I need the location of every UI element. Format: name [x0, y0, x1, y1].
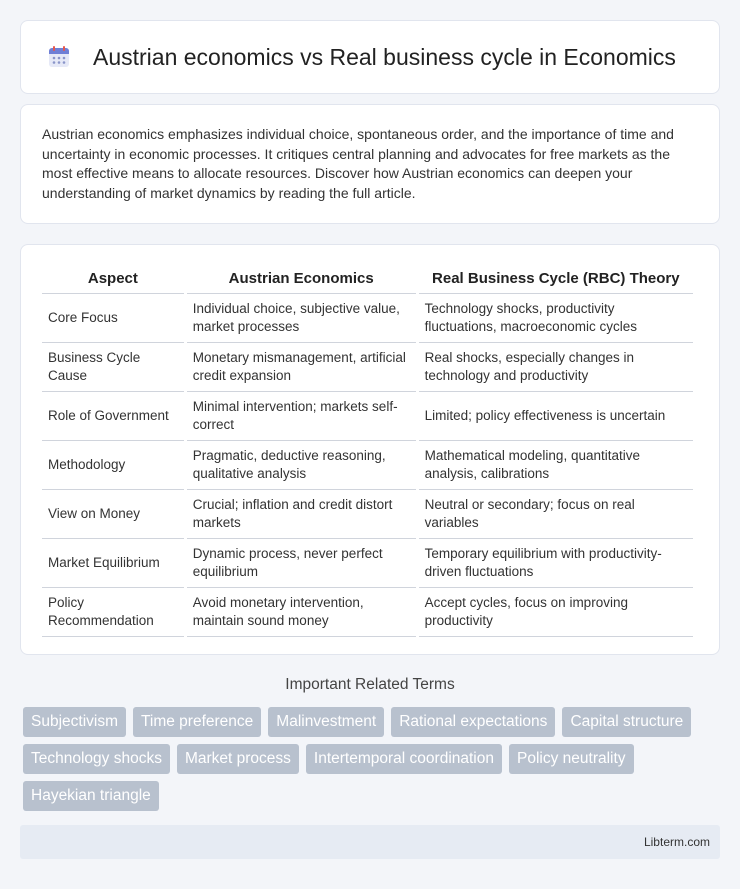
table-header-row [42, 263, 693, 294]
table-cell: Individual choice, subjective value, market processes [187, 294, 416, 343]
table-cell: Avoid monetary intervention, maintain sound money [187, 588, 416, 637]
table-cell: Dynamic process, never perfect equilibrium [187, 539, 416, 588]
table-row [42, 343, 693, 392]
table-cell: Limited; policy effectiveness is uncertain [419, 392, 693, 441]
related-terms-title: Important Related Terms [285, 676, 455, 693]
comparison-table-card [20, 244, 720, 655]
table-cell: Market Equilibrium [42, 539, 184, 588]
table-cell: Business Cycle Cause [42, 343, 184, 392]
table-cell: Technology shocks, productivity fluctuations, macroeconomic cycles [419, 294, 693, 343]
table-cell: Real shocks, especially changes in technology and productivity [419, 343, 693, 392]
related-term-tag[interactable]: Malinvestment [268, 707, 384, 737]
table-cell: Monetary mismanagement, artificial credit expansion [187, 343, 416, 392]
table-header: Real Business Cycle (RBC) Theory [419, 263, 693, 294]
table-cell: Neutral or secondary; focus on real variables [419, 490, 693, 539]
header-card [20, 20, 720, 94]
table-cell: Accept cycles, focus on improving productivity [419, 588, 693, 637]
intro-card [20, 104, 720, 224]
intro-text: Austrian economics emphasizes individual choice, spontaneous order, and the importance of time and uncertainty in economic processes. It critiques central planning and advocates for free markets as the most effective means to allocate resources. Discover how Austrian economics can deepen your understanding of market dynamics by reading the full article. [42, 126, 674, 201]
related-term-tag[interactable]: Hayekian triangle [23, 781, 159, 811]
table-cell: Temporary equilibrium with productivity-driven fluctuations [419, 539, 693, 588]
footer [20, 825, 720, 859]
table-header: Aspect [42, 263, 184, 294]
footer-brand-link[interactable]: Libterm.com [643, 835, 710, 849]
table-cell: Policy Recommendation [42, 588, 184, 637]
table-row [42, 294, 693, 343]
table-row [42, 490, 693, 539]
page-title: Austrian economics vs Real business cycle in Economics [93, 43, 676, 70]
table-cell: Core Focus [42, 294, 184, 343]
related-terms-list [23, 707, 723, 811]
related-term-tag[interactable]: Subjectivism [23, 707, 126, 737]
table-cell: View on Money [42, 490, 184, 539]
table-row [42, 539, 693, 588]
related-term-tag[interactable]: Rational expectations [391, 707, 555, 737]
calendar-icon [47, 45, 71, 69]
related-term-tag[interactable]: Technology shocks [23, 744, 170, 774]
table-cell: Mathematical modeling, quantitative analysis, calibrations [419, 441, 693, 490]
related-term-tag[interactable]: Capital structure [562, 707, 691, 737]
table-cell: Role of Government [42, 392, 184, 441]
table-header: Austrian Economics [187, 263, 416, 294]
table-cell: Methodology [42, 441, 184, 490]
table-cell: Pragmatic, deductive reasoning, qualitative analysis [187, 441, 416, 490]
table-row [42, 588, 693, 637]
table-row [42, 392, 693, 441]
related-term-tag[interactable]: Market process [177, 744, 299, 774]
related-term-tag[interactable]: Policy neutrality [509, 744, 634, 774]
related-term-tag[interactable]: Intertemporal coordination [306, 744, 502, 774]
related-term-tag[interactable]: Time preference [133, 707, 261, 737]
table-cell: Crucial; inflation and credit distort markets [187, 490, 416, 539]
table-row [42, 441, 693, 490]
comparison-table [39, 263, 696, 637]
table-cell: Minimal intervention; markets self-correct [187, 392, 416, 441]
